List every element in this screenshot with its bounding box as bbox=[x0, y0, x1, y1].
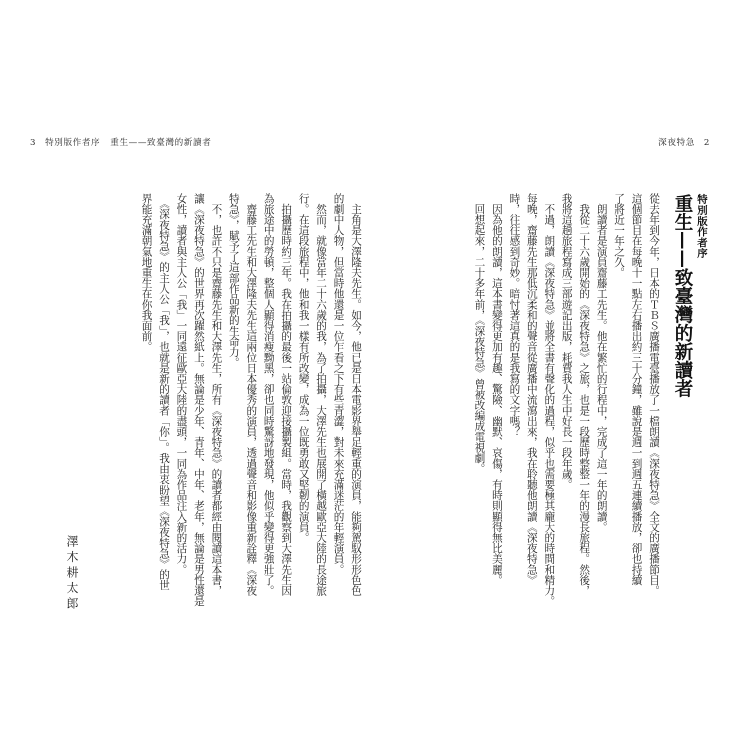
right-header-book-title: 深夜特急 bbox=[658, 138, 695, 148]
text-column: 的劇中人物，但當時他還是一位乍看之下有些青澀，對未來充滿迷茫的年輕演員。 bbox=[332, 193, 345, 575]
text-column: 因為他的朗讀，這本書變得更加有趣、驚險、幽默、哀傷，有時則顯得無比美麗。 bbox=[490, 193, 503, 586]
text-column: 了將近一年之久。 bbox=[613, 193, 626, 278]
text-column: 回想起來，二十多年前，《深夜特急》曾被改編成電視劇。 bbox=[473, 193, 486, 474]
text-column: 不過，朗讀《深夜特急》並將全書有聲化的過程，似乎也需要極其龐大的時間和精力。 bbox=[543, 193, 556, 607]
text-column: 時，往往感到奇妙。暗忖著這真的是我寫的文字嗎？ bbox=[508, 193, 521, 437]
text-column: 每晚，齋藤先生那低沉柔和的聲音從廣播中流瀉出來，我在聆聽他朗讀《深夜特急》 bbox=[525, 193, 538, 586]
preface-title: 重生——致臺灣的新讀者 bbox=[672, 194, 693, 398]
text-column: 特急》，賦予了這部作品新的生命力。 bbox=[227, 193, 240, 368]
right-page-number: 2 bbox=[703, 138, 710, 148]
text-column: 這個節目在每晚十一點左右播出約三十分鐘，雖說是週一到週五連續播放，卻也持續 bbox=[630, 193, 643, 586]
preface-kicker: 特別版作者序 bbox=[695, 194, 707, 259]
left-page-body bbox=[137, 193, 364, 607]
right-page-body bbox=[470, 193, 662, 607]
text-column: 然而，就像當年二十六歲的我，為了拍攝，大澤先生也展開了橫越歐亞大陸的長途旅 bbox=[315, 193, 328, 596]
text-column: 女性，讀者與主人公「我」一同遠征歐亞大陸的盡頭，一同為作品注入新的活力。 bbox=[175, 193, 188, 575]
text-column: 拍攝歷時約三年。我在拍攝的最後一站倫敦迎接攝製組。當時，我觀察到大澤先生因 bbox=[280, 193, 293, 596]
text-column: 朗讀者是演員齋藤工先生。他在繁忙的行程中，完成了這一年的朗讀。 bbox=[595, 193, 608, 533]
text-column: 行。在這段旅程中，他和我一樣有所改變，成為一位既勇敢又堅韌的演員。 bbox=[297, 193, 310, 543]
left-header-section: 特別版作者序 bbox=[45, 138, 101, 148]
text-column: 從去年到今年，日本的ＴＢＳ廣播電臺播放了一檔朗讀《深夜特急》全文的廣播節目。 bbox=[648, 193, 660, 596]
left-header-title: 重生——致臺灣的新讀者 bbox=[110, 138, 212, 148]
text-column: 齋藤工先生和大澤隆夫先生這兩位日本優秀的演員，透過聲音和影像重新詮釋《深夜 bbox=[245, 193, 258, 596]
text-column: 為旅途中的勞頓，整個人顯得消瘦黝黑，卻也同時驚訝地發現，他似乎變得更強壯了。 bbox=[262, 193, 275, 596]
author-signature: 澤木耕太郎 bbox=[65, 535, 79, 613]
left-page-number: 3 bbox=[30, 138, 37, 148]
text-column: 主角是大澤隆夫先生。如今，他已是日本電影界舉足輕重的演員，能夠駕馭形形色色 bbox=[350, 193, 362, 596]
text-column: 讓《深夜特急》的世界再次躍然紙上。無論是少年、青年、中年、老年，無論是男性還是 bbox=[192, 193, 205, 607]
text-column: 我將這趟旅程寫成三部遊記出版，耗費我人生中好長一段年歲。 bbox=[560, 193, 573, 490]
left-running-header bbox=[30, 137, 211, 149]
text-column: 不，也許不只是齋藤先生和大澤先生，所有《深夜特急》的讀者都經由閱讀這本書， bbox=[210, 193, 223, 596]
right-running-header bbox=[658, 137, 710, 149]
text-column: 界能充滿朝氣地重生在你我面前。 bbox=[140, 193, 153, 352]
text-column: 《深夜特急》的主人公「我」，也就是新的讀者「你」。我由衷盼望《深夜特急》的世 bbox=[158, 193, 171, 591]
text-column: 我從二十六歲開始的《深夜特急》之旅，也是一段歷時整整一年的漫長旅程。然後， bbox=[578, 193, 591, 596]
